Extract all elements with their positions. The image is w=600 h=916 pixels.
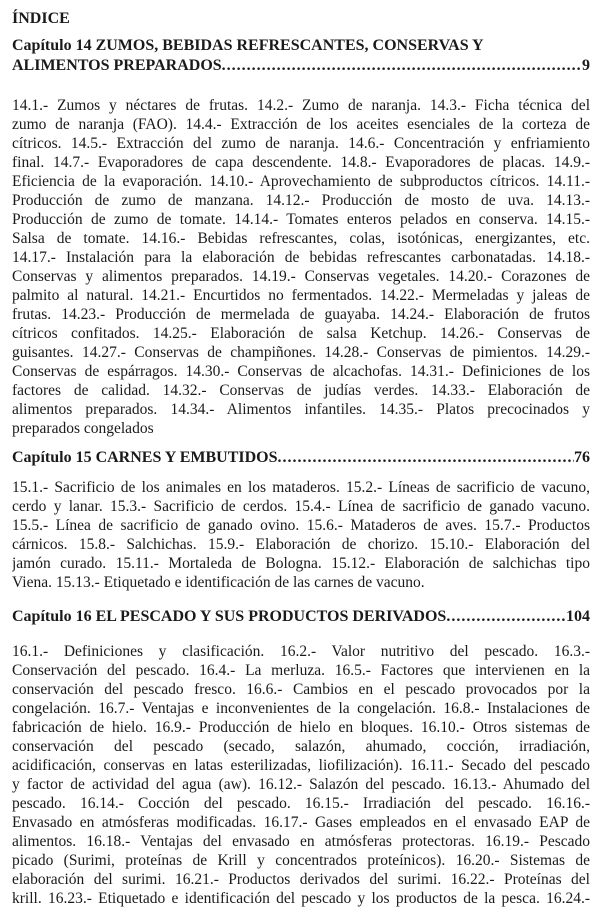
dot-leader <box>278 448 574 468</box>
chapter-14-title-line2: ALIMENTOS PREPARADOS <box>12 57 222 74</box>
contents-line: picado (Surimi, proteínas de Krill y concentrados proteínicos). 16.20.- Sistemas de <box>12 852 590 869</box>
contents-line: acidificación, conservas en latas esterilizadas, liofilización). 16.11.- Secado del pescado <box>12 757 590 774</box>
contents-line: Producción de zumo de manzana. 14.12.- Producción de mosto de uva. 14.13.- <box>12 192 590 209</box>
chapter-15-page: 76 <box>574 449 590 466</box>
contents-line: cítricos. 14.5.- Extracción del zumo de naranja. 14.6.- Concentración y enfriamiento <box>12 135 590 152</box>
contents-line: guisantes. 14.27.- Conservas de champiñones. 14.28.- Conservas de pimientos. 14.29.- <box>12 344 590 361</box>
contents-line: congelación. 16.7.- Ventajas e inconvenientes de la congelación. 16.8.- Instalaciones de <box>12 700 590 717</box>
contents-line: palmito al natural. 14.21.- Encurtidos no fermentados. 14.22.- Mermeladas y jaleas de <box>12 287 590 304</box>
contents-line: Salsa de tomate. 14.16.- Bebidas refrescantes, colas, isotónicas, energizantes, etc. <box>12 230 590 247</box>
chapter-14-page: 9 <box>582 57 590 74</box>
chapter-14-contents <box>12 96 590 438</box>
contents-line: Conservas de espárragos. 14.30.- Conservas de alcachofas. 14.31.- Definiciones de los <box>12 363 590 380</box>
contents-line: Conservas y alimentos preparados. 14.19.- Conservas vegetales. 14.20.- Corazones de <box>12 268 590 285</box>
contents-line: 15.5.- Línea de sacrificio de ganado ovino. 15.6.- Mataderos de aves. 15.7.- Productos <box>12 517 590 534</box>
contents-line: jamón curado. 15.11.- Mortaleda de Bologna. 15.12.- Elaboración de salchichas tipo <box>12 555 590 572</box>
chapter-15-title: Capítulo 15 CARNES Y EMBUTIDOS <box>12 449 278 466</box>
chapter-14-title-line1: Capítulo 14 ZUMOS, BEBIDAS REFRESCANTES, CONSERVAS Y <box>12 37 484 54</box>
contents-line: Envasado en atmósferas modificadas. 16.17.- Gases empleados en el envasado EAP de <box>12 814 590 831</box>
contents-line: alimentos. 16.18.- Ventajas del envasado en atmósferas protectoras. 16.19.- Pescado <box>12 833 590 850</box>
contents-line: pescado. 16.14.- Cocción del pescado. 16.15.- Irradiación del pescado. 16.16.- <box>12 795 590 812</box>
contents-line: factores de calidad. 14.32.- Conservas de judías verdes. 14.33.- Elaboración de <box>12 382 590 399</box>
chapter-15-heading <box>12 448 590 468</box>
contents-line: Producción de zumo de tomate. 14.14.- Tomates enteros pelados en conserva. 14.15.- <box>12 211 590 228</box>
contents-line: 14.1.- Zumos y néctares de frutas. 14.2.- Zumo de naranja. 14.3.- Ficha técnica del <box>12 97 590 114</box>
dot-leader <box>446 607 566 627</box>
chapter-15-contents <box>12 478 590 592</box>
chapter-16-contents <box>12 642 590 908</box>
dot-leader <box>222 56 582 76</box>
contents-line: conservación del pescado (secado, salazón, ahumado, cocción, irradiación, <box>12 738 590 755</box>
chapter-14-heading <box>12 36 590 76</box>
chapter-16-heading <box>12 607 590 627</box>
chapter-16-title: Capítulo 16 EL PESCADO Y SUS PRODUCTOS DERIVADOS <box>12 608 447 625</box>
contents-line: final. 14.7.- Evaporadores de capa descendente. 14.8.- Evaporadores de placas. 14.9.- <box>12 154 590 171</box>
contents-line: 16.1.- Definiciones y clasificación. 16.2.- Valor nutritivo del pescado. 16.3.- <box>12 643 590 660</box>
chapter-16-page: 104 <box>566 608 590 625</box>
chapter-14-leader <box>12 56 590 76</box>
index-title: ÍNDICE <box>12 10 70 27</box>
contents-line: fabricación de hielo. 16.9.- Producción de hielo en bloques. 16.10.- Otros sistemas de <box>12 719 590 736</box>
contents-line: cítricos confitados. 14.25.- Elaboración de salsa Ketchup. 14.26.- Conservas de <box>12 325 590 342</box>
contents-line: 15.1.- Sacrificio de los animales en los mataderos. 15.2.- Líneas de sacrificio de vacuno, <box>12 479 590 496</box>
contents-line: zumo de naranja (FAO). 14.4.- Extracción de los aceites esenciales de la corteza de <box>12 116 590 133</box>
contents-line: Eficiencia de la evaporación. 14.10.- Aprovechamiento de subproductos cítricos. 14.11.- <box>12 173 590 190</box>
contents-line: y factor de actividad del agua (aw). 16.12.- Salazón del pescado. 16.13.- Ahumado del <box>12 776 590 793</box>
contents-line: cerdo y lanar. 15.3.- Sacrificio de cerdos. 15.4.- Línea de sacrificio de ganado vacuno. <box>12 498 590 515</box>
contents-line: krill. 16.23.- Etiquetado e identificación del pescado y los productos de la pesca. 16.24.- <box>12 890 590 907</box>
contents-line: frutas. 14.23.- Producción de mermelada de guayaba. 14.24.- Elaboración de frutos <box>12 306 590 323</box>
contents-line: elaboración del surimi. 16.21.- Productos derivados del surimi. 16.22.- Proteínas del <box>12 871 590 888</box>
contents-line: preparados congelados <box>12 420 154 437</box>
index-page <box>12 0 590 916</box>
contents-line: 14.17.- Instalación para la elaboración de bebidas refrescantes carbonatadas. 14.18.- <box>12 249 590 266</box>
contents-line: cárnicos. 15.8.- Salchichas. 15.9.- Elaboración de chorizo. 15.10.- Elaboración del <box>12 536 590 553</box>
contents-line: alimentos preparados. 14.34.- Alimentos infantiles. 14.35.- Platos precocinados y <box>12 401 590 418</box>
contents-line: Viena. 15.13.- Etiquetado e identificación de las carnes de vacuno. <box>12 574 425 591</box>
contents-line: Conservación del pescado. 16.4.- La merluza. 16.5.- Factores que intervienen en la <box>12 662 590 679</box>
contents-line: conservación del pescado fresco. 16.6.- Cambios en el pescado provocados por la <box>12 681 590 698</box>
